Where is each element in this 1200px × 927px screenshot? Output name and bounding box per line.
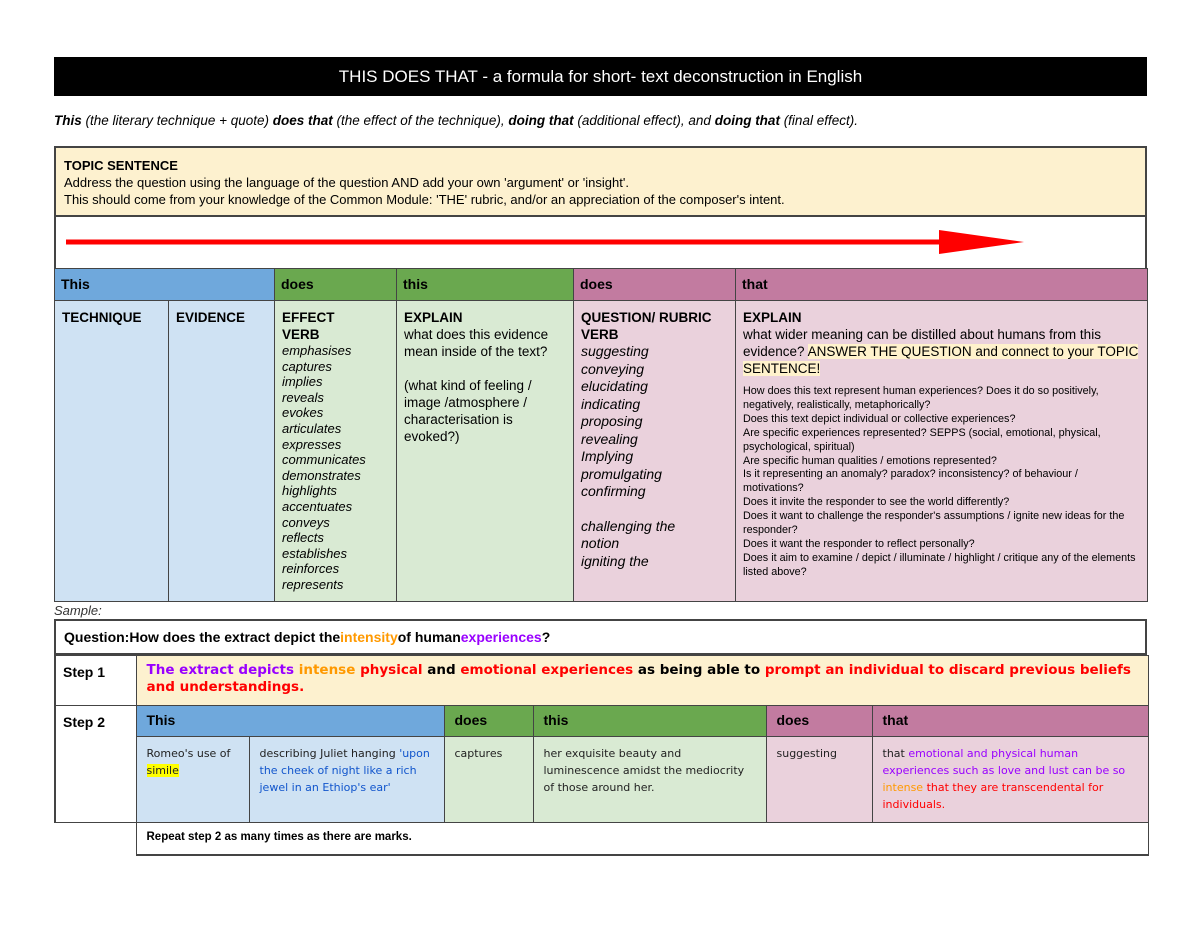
step2-evidence <box>249 737 444 823</box>
worksheet-page <box>54 57 1147 856</box>
question-end: ? <box>541 629 551 645</box>
verb-item: demonstrates <box>282 467 361 483</box>
step1-part: and <box>427 662 461 678</box>
verb-item: captures <box>282 358 332 374</box>
guiding-question: How does this text represent human experiences? Does it do so positively, negatively, realistically, metaphorically? <box>743 385 1099 411</box>
question-text: How does the extract depict the <box>129 629 341 645</box>
topic-heading: TOPIC SENTENCE <box>64 158 178 173</box>
that-purple-text: emotional and physical human experiences such as love and lust can be so <box>882 747 1126 777</box>
wider-explain-text <box>743 326 1140 377</box>
header-does-1: does <box>275 269 397 301</box>
rubric-verb-item: Implying <box>581 448 634 464</box>
step2-header-this: This <box>136 706 444 737</box>
question-keyword-experiences: experiences <box>460 629 542 645</box>
step1-part: prompt an individual to discard previous beliefs and understandings. <box>146 662 1131 695</box>
question-text-mid: of human <box>397 629 461 645</box>
explain-heading: EXPLAIN <box>404 310 463 325</box>
effect-verb-cell <box>275 301 397 602</box>
repeat-spacer <box>55 823 136 855</box>
step1-part: physical <box>360 662 428 678</box>
step2-rubric: suggesting <box>766 737 872 823</box>
verb-item: reflects <box>282 530 324 546</box>
effect-verb-list <box>282 343 389 593</box>
step2-explain: her exquisite beauty and luminescence amidst the mediocrity of those around her. <box>533 737 766 823</box>
explain-note: (what kind of feeling / image /atmosphere / characterisation is evoked?) <box>404 378 532 444</box>
formula-does-note: (the effect of the technique), <box>332 113 509 128</box>
verb-item: accentuates <box>282 498 353 514</box>
rubric-verb-item: revealing <box>581 430 638 447</box>
wider-explain-heading: EXPLAIN <box>743 310 802 325</box>
header-this: This <box>55 269 275 301</box>
steps-table <box>54 655 1149 856</box>
header-this-2: this <box>397 269 574 301</box>
verb-item: articulates <box>282 420 342 436</box>
step2-that <box>872 737 1148 823</box>
question-label: Question: <box>64 629 130 645</box>
step-1-sentence <box>136 656 1148 706</box>
effect-heading: EFFECT <box>282 310 335 325</box>
verb-item: emphasises <box>282 343 352 358</box>
explain-text: what does this evidence mean inside of the text? <box>404 327 549 359</box>
formula-does: does that <box>272 113 333 128</box>
step1-part: intense <box>298 662 361 678</box>
rubric-extra-item: igniting the <box>581 552 649 569</box>
answer-instruction: ANSWER THE QUESTION and connect to your TOPIC SENTENCE! <box>743 344 1139 376</box>
rubric-verb-item: confirming <box>581 483 646 499</box>
formula-table <box>54 268 1148 602</box>
step-1-label: Step 1 <box>55 656 136 706</box>
header-does-2: does <box>574 269 736 301</box>
formula-doing-2-note: (final effect). <box>779 113 858 128</box>
verb-item: implies <box>282 374 323 390</box>
repeat-instruction: Repeat step 2 as many times as there are marks. <box>136 823 1148 855</box>
rubric-verb-item: conveying <box>581 360 645 377</box>
technique-highlight: simile <box>146 764 179 777</box>
verb-item: represents <box>282 576 344 592</box>
guiding-question: Does it invite the responder to see the world differently? <box>743 496 1010 509</box>
step2-header-this-2: this <box>533 706 766 737</box>
technique-heading: TECHNIQUE <box>62 310 142 325</box>
step1-part: The extract depicts <box>146 662 299 678</box>
step2-header-that: that <box>872 706 1148 737</box>
step1-part: as being able to <box>637 662 765 678</box>
header-that: that <box>736 269 1148 301</box>
formula-doing-1-note: (additional effect), and <box>573 113 715 128</box>
guiding-question: Is it representing an anomaly? paradox? inconsistency? of behaviour / motivations? <box>743 468 1078 495</box>
verb-item: establishes <box>282 545 348 561</box>
guiding-question: Are specific human qualities / emotions represented? <box>743 454 997 467</box>
verb-item: expresses <box>282 436 342 452</box>
guiding-question: Does this text depict individual or collective experiences? <box>743 412 1016 425</box>
rubric-verb-heading: VERB <box>581 327 619 342</box>
question-row <box>54 619 1147 655</box>
rubric-verb-item: elucidating <box>581 378 648 394</box>
rubric-verb-cell <box>574 301 736 602</box>
verb-item: reinforces <box>282 561 340 577</box>
right-arrow-icon <box>64 227 1024 257</box>
formula-line <box>54 113 1147 135</box>
topic-line-2: This should come from your knowledge of the Common Module: 'THE' rubric, and/or an appreciation of the composer's intent. <box>64 192 785 207</box>
rubric-verb-item: proposing <box>581 413 643 429</box>
guiding-question: Does it want the responder to reflect personally? <box>743 537 975 550</box>
verb-item: evokes <box>282 405 324 421</box>
topic-line-1: Address the question using the language of the question AND add your own 'argument' or 'insight'. <box>64 175 629 190</box>
evidence-heading: EVIDENCE <box>176 310 246 325</box>
that-text: that <box>882 747 909 760</box>
verb-item: conveys <box>282 514 330 530</box>
formula-this-note: (the literary technique + quote) <box>81 113 273 128</box>
arrow-row <box>54 217 1147 268</box>
formula-doing-2: doing that <box>714 113 780 128</box>
rubric-verb-item: promulgating <box>581 465 662 482</box>
question-keyword-intensity: intensity <box>340 629 398 645</box>
sample-label: Sample: <box>54 603 102 618</box>
step1-part: emotional experiences <box>460 662 638 678</box>
step2-technique <box>136 737 249 823</box>
guiding-question: Does it aim to examine / depict / illuminate / highlight / critique any of the elements listed above? <box>743 551 1136 578</box>
guiding-question: Does it want to challenge the responder's assumptions / ignite new ideas for the responder? <box>743 510 1125 537</box>
wider-explain-question: what wider meaning can be distilled about humans from this evidence? <box>743 327 1101 359</box>
step-2-label: Step 2 <box>55 706 136 823</box>
that-orange-text: intense <box>882 781 924 794</box>
evidence-text: describing Juliet hanging <box>259 747 400 760</box>
guiding-question: Are specific experiences represented? SEPPS (social, emotional, physical, psychological, spiritual) <box>743 426 1101 453</box>
page-title: THIS DOES THAT - a formula for short- text deconstruction in English <box>338 66 863 86</box>
technique-text: Romeo's use of <box>146 747 231 760</box>
explain-cell <box>397 301 574 602</box>
rubric-verb-item: suggesting <box>581 343 649 359</box>
verb-heading: VERB <box>282 327 320 342</box>
title-bar <box>54 57 1147 96</box>
evidence-cell <box>169 301 275 602</box>
step2-effect: captures <box>444 737 533 823</box>
step2-header-does-1: does <box>444 706 533 737</box>
formula-doing-1: doing that <box>508 113 574 128</box>
step2-header-does-2: does <box>766 706 872 737</box>
technique-cell <box>55 301 169 602</box>
topic-sentence-box <box>54 146 1147 217</box>
rubric-verb-list <box>581 343 728 570</box>
formula-this: This <box>54 113 82 128</box>
rubric-extra-item: challenging the notion <box>581 517 676 551</box>
verb-item: reveals <box>282 389 324 405</box>
verb-item: communicates <box>282 452 366 468</box>
rubric-verb-item: indicating <box>581 395 641 412</box>
wider-meaning-cell <box>736 301 1148 602</box>
verb-item: highlights <box>282 483 337 499</box>
rubric-heading: QUESTION/ RUBRIC <box>581 310 712 325</box>
evidence-quote: 'upon the cheek of night like a rich jewel in an Ethiop's ear' <box>259 747 430 794</box>
guiding-questions <box>743 385 1140 580</box>
that-red-text: that they are transcendental for individuals. <box>882 781 1104 811</box>
